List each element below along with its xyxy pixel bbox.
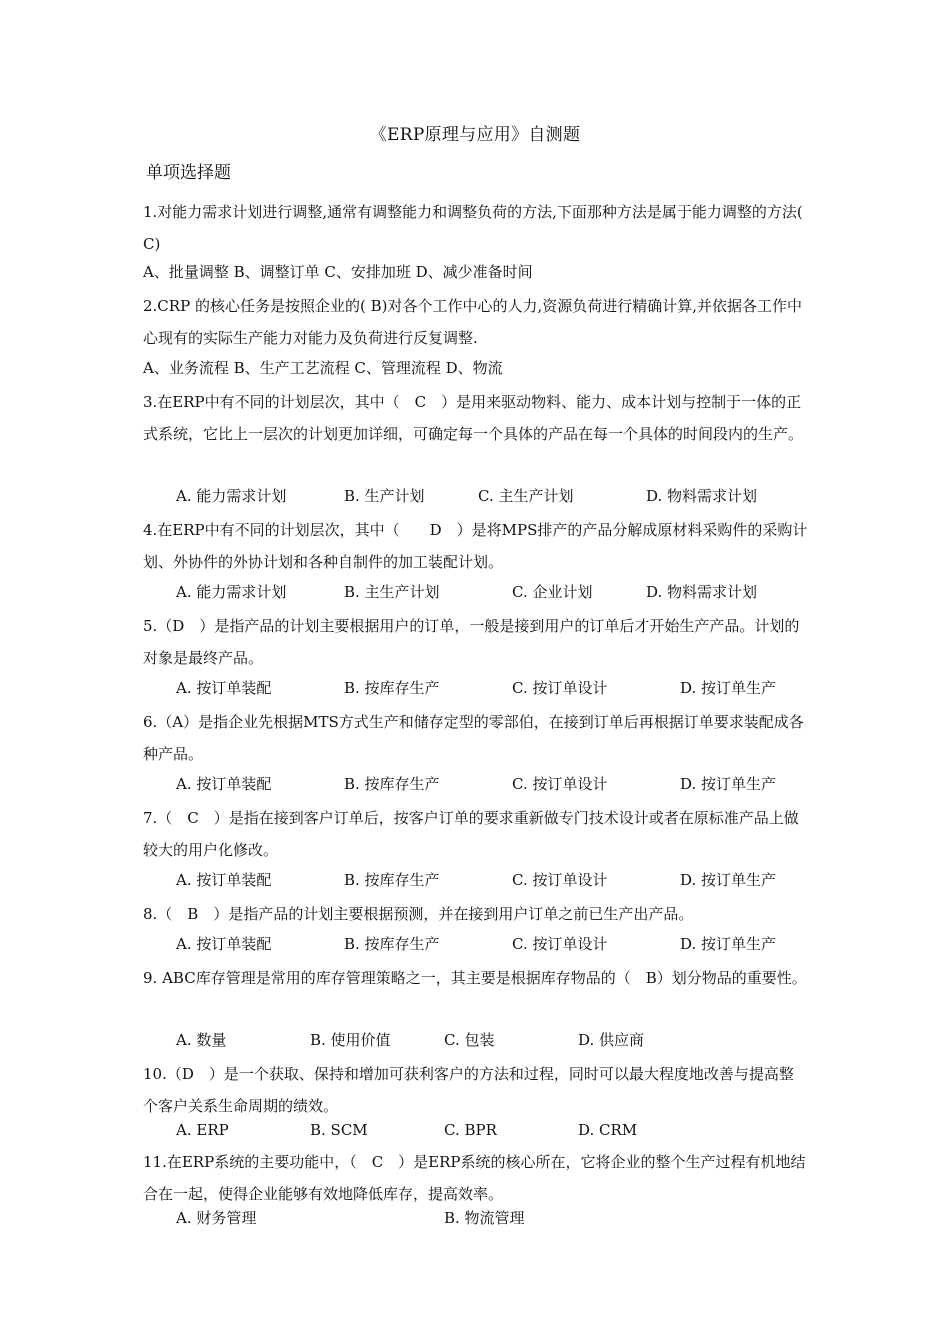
question-4: 4.在ERP中有不同的计划层次，其中（ D ）是将MPS排产的产品分解成原材料采购件的采购计划、外协件的外协计划和各种自制件的加工装配计划。 xyxy=(143,521,808,571)
option-b: B. 按库存生产 xyxy=(344,871,440,889)
question-5: 5.（D ）是指产品的计划主要根据用户的订单，一般是接到用户的订单后才开始生产产品。计划的对象是最终产品。 xyxy=(143,617,800,667)
option-a: A. 按订单装配 xyxy=(176,679,272,697)
option-d: D. 供应商 xyxy=(578,1031,645,1049)
question-3: 3.在ERP中有不同的计划层次，其中（ C ）是用来驱动物料、能力、成本计划与控制于一体的正式系统，它比上一层次的计划更加详细，可确定每一个具体的产品在每一个具体的时间段内的生产。 xyxy=(143,393,804,443)
option-line: A、业务流程 B、生产工艺流程 C、管理流程 D、物流 xyxy=(143,359,503,377)
option-d: D. 按订单生产 xyxy=(680,679,777,697)
option-c: C. 按订单设计 xyxy=(512,935,608,953)
option-d: D. CRM xyxy=(578,1121,638,1139)
option-d: D. 按订单生产 xyxy=(680,935,777,953)
question-7: 7.（ C ）是指在接到客户订单后，按客户订单的要求重新做专门技术设计或者在原标准产品上做较大的用户化修改。 xyxy=(143,809,799,859)
option-b: B. SCM xyxy=(310,1121,368,1139)
question-8: 8.（ B ）是指产品的计划主要根据预测，并在接到用户订单之前已生产出产品。 xyxy=(143,905,694,923)
option-b: B. 按库存生产 xyxy=(344,775,440,793)
option-a: A. 按订单装配 xyxy=(176,775,272,793)
option-a: A. ERP xyxy=(176,1121,229,1139)
option-a: A. 能力需求计划 xyxy=(176,487,287,505)
option-a: A. 财务管理 xyxy=(176,1209,257,1227)
document-title: 《ERP原理与应用》自测题 xyxy=(369,125,581,145)
option-c: C. BPR xyxy=(444,1121,497,1139)
option-b: B. 按库存生产 xyxy=(344,935,440,953)
question-9: 9. ABC库存管理是常用的库存管理策略之一，其主要是根据库存物品的（ B）划分物品的重要性。 xyxy=(143,969,807,987)
option-c: C. 按订单设计 xyxy=(512,871,608,889)
option-d: D. 按订单生产 xyxy=(680,871,777,889)
option-d: D. 物料需求计划 xyxy=(646,583,758,601)
question-1: 1.对能力需求计划进行调整,通常有调整能力和调整负荷的方法,下面那种方法是属于能力调整的方法( C) xyxy=(143,203,803,253)
option-a: A. 按订单装配 xyxy=(176,871,272,889)
option-a: A. 按订单装配 xyxy=(176,935,272,953)
question-11: 11.在ERP系统的主要功能中，（ C ）是ERP系统的核心所在，它将企业的整个生产过程有机地结合在一起，使得企业能够有效地降低库存，提高效率。 xyxy=(143,1153,806,1203)
question-10: 10.（D ）是一个获取、保持和增加可获利客户的方法和过程，同时可以最大程度地改善与提高整个客户关系生命周期的绩效。 xyxy=(143,1065,794,1115)
option-a: A. 数量 xyxy=(176,1031,227,1049)
option-c: C. 主生产计划 xyxy=(478,487,574,505)
option-d: D. 物料需求计划 xyxy=(646,487,758,505)
option-b: B. 按库存生产 xyxy=(344,679,440,697)
question-6: 6.（A）是指企业先根据MTS方式生产和储存定型的零部伯，在接到订单后再根据订单要求装配成各种产品。 xyxy=(143,713,804,763)
option-c: C. 企业计划 xyxy=(512,583,593,601)
option-c: C. 包装 xyxy=(444,1031,495,1049)
option-c: C. 按订单设计 xyxy=(512,775,608,793)
question-2: 2.CRP 的核心任务是按照企业的( B)对各个工作中心的人力,资源负荷进行精确计算,并依据各工作中心现有的实际生产能力对能力及负荷进行反复调整. xyxy=(143,297,802,347)
option-d: D. 按订单生产 xyxy=(680,775,777,793)
option-b: B. 使用价值 xyxy=(310,1031,391,1049)
option-line: A、批量调整 B、调整订单 C、安排加班 D、减少准备时间 xyxy=(143,263,533,281)
option-b: B. 生产计划 xyxy=(344,487,425,505)
option-a: A. 能力需求计划 xyxy=(176,583,287,601)
section-heading: 单项选择题 xyxy=(146,163,231,183)
option-b: B. 物流管理 xyxy=(444,1209,525,1227)
option-b: B. 主生产计划 xyxy=(344,583,440,601)
option-c: C. 按订单设计 xyxy=(512,679,608,697)
